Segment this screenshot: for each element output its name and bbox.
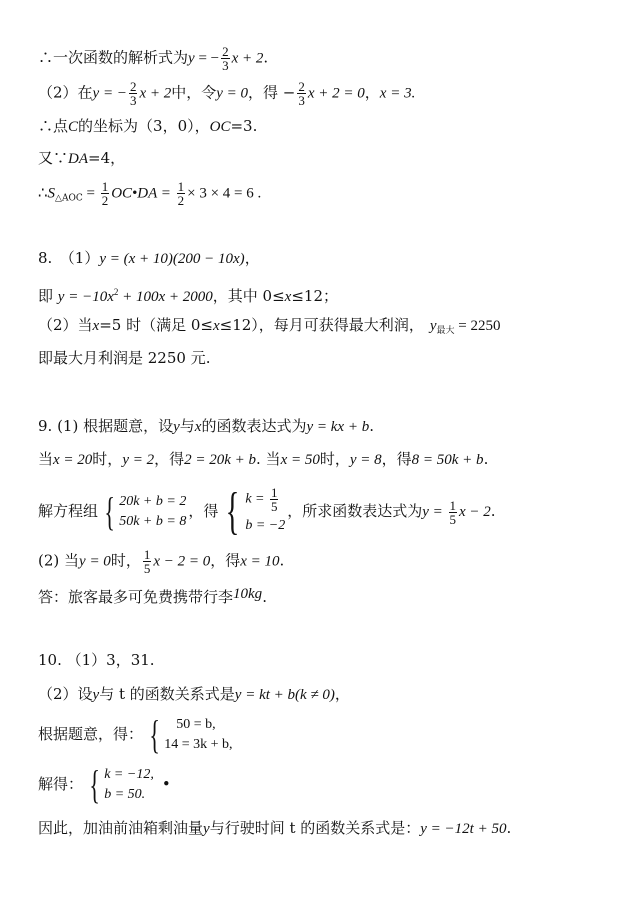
text: 时， <box>92 450 123 468</box>
line-4 <box>38 148 125 169</box>
text: ≤12； <box>291 287 338 305</box>
line-15 <box>38 650 155 670</box>
math: x = 20 <box>53 452 93 468</box>
line-6 <box>38 248 260 269</box>
system-rows: k = −12, b = 50. <box>104 767 154 802</box>
text: 因此，加油前油箱剩油量 <box>38 819 204 837</box>
text: 又∵ <box>38 149 69 167</box>
math: × 3 × 4 = 6 . <box>187 185 262 202</box>
text: （2）设 <box>38 685 93 703</box>
math: = <box>82 185 99 202</box>
line-12 <box>38 483 496 540</box>
line-11 <box>38 449 488 470</box>
brace: { <box>104 489 115 534</box>
system-rows: 50 = b, 14 = 3k + b, <box>164 717 233 752</box>
math: x − 2 <box>459 504 491 520</box>
math: x = 3. <box>379 85 416 102</box>
math: x + 2 <box>231 50 264 67</box>
system-rows: k = $\frac{1}{5}$ b = −2 <box>245 485 286 533</box>
text: ∴ <box>38 183 48 202</box>
fraction: $\frac{2}{3}$ <box>298 79 305 108</box>
fraction: $\frac{2}{3}$ <box>222 44 229 73</box>
math: 8 = 50k + b <box>411 452 484 468</box>
math: x − 2 = 0 <box>153 553 211 570</box>
math: S <box>47 185 56 202</box>
text: 解方程组 <box>38 502 99 520</box>
math: y <box>92 687 100 703</box>
line-5 <box>38 180 261 209</box>
text: 与 <box>179 417 195 435</box>
math: y = <box>422 504 447 520</box>
line-8 <box>38 315 500 341</box>
math: y = kt + b(k ≠ 0) <box>234 687 335 703</box>
math: + 100x + 2000 <box>118 289 213 305</box>
math: y = −12t + 50 <box>420 821 507 837</box>
text: 的坐标为（3，0）， <box>78 117 210 135</box>
subscript: 最大 <box>436 326 455 336</box>
text: ∴一次函数的解析式为 <box>38 48 189 67</box>
text: ∴点 <box>38 117 69 135</box>
fraction: $\frac{1}{5}$ <box>143 547 151 576</box>
text: ，得 <box>188 502 219 520</box>
bullet: • <box>161 775 171 793</box>
line-16 <box>38 684 350 705</box>
text: . <box>490 502 496 520</box>
line-19 <box>38 818 511 839</box>
fraction: $\frac{1}{2}$ <box>101 179 109 208</box>
text: =3. <box>230 117 258 135</box>
math: y = 0 <box>216 85 249 102</box>
math: y <box>429 318 437 334</box>
text: . <box>279 551 285 570</box>
text: 即 <box>38 287 54 305</box>
brace: { <box>149 712 160 757</box>
text: 答：旅客最多可免费携带行李 <box>38 588 234 606</box>
line-14 <box>38 584 267 607</box>
text: (2) 当 <box>38 551 80 570</box>
line-10 <box>38 416 374 437</box>
math: y = kx + b <box>306 419 370 435</box>
text: ，得 − <box>248 83 296 102</box>
text: . <box>483 450 489 468</box>
text: ， <box>244 249 260 267</box>
text: （2）在 <box>38 83 93 102</box>
text: 与 t 的函数关系式是 <box>99 685 235 703</box>
text: ，所求函数表达式为 <box>287 502 423 520</box>
equation-system <box>145 712 233 757</box>
math: x <box>92 318 100 334</box>
line-1 <box>38 45 268 72</box>
text: 中，令 <box>171 83 217 102</box>
text: 时， <box>319 450 350 468</box>
line-2 <box>38 80 415 107</box>
fraction: $\frac{1}{2}$ <box>177 179 185 208</box>
text: 根据题意，得： <box>38 725 144 743</box>
brace: { <box>225 483 240 540</box>
text: 9. (1) 根据题意，设 <box>38 417 174 435</box>
superscript: 2 <box>113 287 119 297</box>
math: y <box>203 821 210 837</box>
text: ，得 <box>381 450 412 468</box>
fraction: $\frac{1}{5}$ <box>270 485 278 515</box>
text: =4， <box>88 149 126 167</box>
math: x <box>212 318 220 334</box>
fraction: $\frac{2}{3}$ <box>129 79 137 108</box>
text: 与行驶时间 t 的函数关系式是： <box>209 819 421 837</box>
line-17 <box>38 712 235 756</box>
text: 时， <box>110 551 141 570</box>
text: （2）当 <box>38 316 93 334</box>
math: y = (x + 10)(200 − 10x) <box>99 251 245 267</box>
text: 解得： <box>38 775 84 793</box>
math: = − <box>194 50 220 67</box>
math: y <box>188 50 195 67</box>
subscript: △AOC <box>55 193 83 204</box>
text: 8. （1） <box>38 249 100 267</box>
system-rows: 20k + b = 2 50k + b = 8 <box>119 494 187 529</box>
equation-system <box>100 489 187 534</box>
text: ， <box>364 83 380 102</box>
text: ， <box>334 685 350 703</box>
text: ≤12），每月可获得最大利润， <box>219 316 424 334</box>
math: 2 = 20k + b <box>184 452 257 468</box>
math: OC•DA = <box>111 185 175 202</box>
math: x + 2 = 0 <box>307 85 365 102</box>
solution-system <box>85 762 154 807</box>
text: . 当 <box>256 450 281 468</box>
text: ，得 <box>154 450 185 468</box>
text: =5 时（满足 0≤ <box>99 316 213 334</box>
math: DA <box>68 151 89 167</box>
text: . <box>369 417 374 435</box>
text: . <box>263 48 269 67</box>
text: ，得 <box>210 551 241 570</box>
text: . <box>506 819 512 837</box>
math: C <box>68 119 79 135</box>
text: 的函数表达式为 <box>201 417 307 435</box>
math: x <box>284 289 292 305</box>
math: y = 8 <box>349 452 382 468</box>
line-13 <box>38 548 284 575</box>
text: 10. （1）3，31. <box>38 651 155 669</box>
math: x = 50 <box>280 452 320 468</box>
math: x = 10 <box>240 553 280 570</box>
math: x + 2 <box>139 85 172 102</box>
text: 即最大月利润是 2250 元. <box>38 349 211 367</box>
math: y <box>173 419 180 435</box>
line-7 <box>38 282 338 307</box>
fraction: $\frac{1}{5}$ <box>449 497 457 527</box>
line-18 <box>38 762 171 806</box>
math: x <box>194 419 202 435</box>
math: y = − <box>92 85 127 102</box>
brace: { <box>89 762 100 807</box>
line-3 <box>38 116 257 137</box>
math: y = −10x <box>57 289 114 305</box>
text: 当 <box>38 450 54 468</box>
line-9 <box>38 348 210 368</box>
math: 10kg <box>233 586 263 602</box>
solution-system <box>220 483 286 540</box>
math: y = 2 <box>122 452 155 468</box>
math: y = 0 <box>79 553 111 570</box>
math: = 2250 <box>454 318 501 334</box>
text: ，其中 0≤ <box>212 287 285 305</box>
text: . <box>262 588 267 606</box>
math: OC <box>209 119 231 135</box>
